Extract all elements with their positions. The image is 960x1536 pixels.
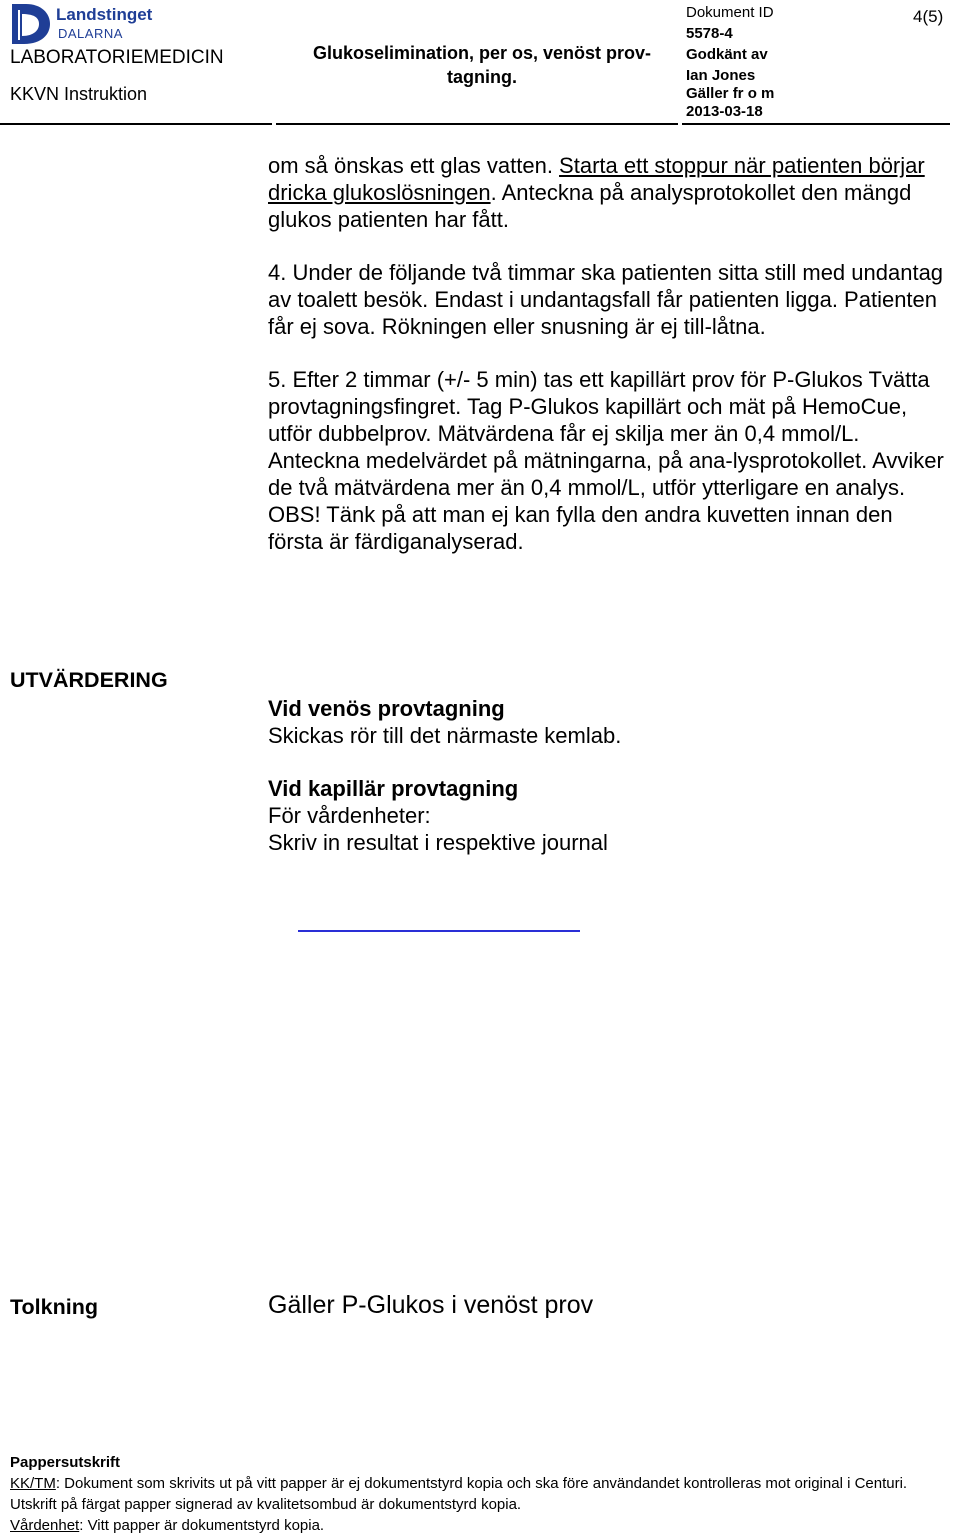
footer-line2: Utskrift på färgat papper signerad av kvalitetsombud är dokumentstyrd kopia. <box>10 1496 522 1513</box>
capillary-sampling-line1: För vårdenheter: <box>268 803 431 828</box>
document-title: Glukoselimination, per os, venöst prov-tagning. <box>312 43 652 87</box>
paragraph-step5: 5. Efter 2 timmar (+/- 5 min) tas ett kapillärt prov för P-Glukos Tvätta provtagningsfingret. Tag P-Glukos kapillärt och mät på HemoCue, utför dubbelprov. Mätvärdena får ej skilja mer än 0,4 mmol/L. Anteckna medelvärdet på mätningarna, på ana-lysprotokollet. Avviker de två mätvärdena mer än 0,4 mmol/L, utför ytterligare en analys. OBS! Tänk på att man ej kan fylla den andra kuvetten innan den första är färdiganalyserad. <box>268 367 944 554</box>
header-divider-left <box>0 123 272 125</box>
valid-from-label: Gäller fr o m <box>686 85 775 102</box>
footer-title: Pappersutskrift <box>10 1454 121 1471</box>
stopwatch-instruction: Starta ett stoppur när patienten börjar dricka glukoslösningen <box>268 153 925 205</box>
logo-line2: DALARNA <box>58 26 123 41</box>
footer-line1: KK/TM: Dokument som skrivits ut på vitt papper är ej dokumentstyrd kopia och ska före användandet kontrolleras mot original i Centuri. <box>10 1475 908 1492</box>
page-footer <box>10 1452 950 1536</box>
paragraph-step4: 4. Under de följande två timmar ska patienten sitta still med undantag av toalett besök. Endast i undantagsfall får patienten ligga. Patienten får ej sova. Rökningen eller snusning är ej till-låtna. <box>268 260 944 339</box>
evaluation-section <box>268 695 948 856</box>
header-divider-middle <box>276 123 678 125</box>
capillary-sampling-heading: Vid kapillär provtagning <box>268 776 519 801</box>
approved-label: Godkänt av <box>686 46 768 63</box>
page-number: 4(5) <box>913 7 944 26</box>
doc-id-label: Dokument ID <box>686 4 774 21</box>
capillary-sampling-line2: Skriv in resultat i respektive journal <box>268 830 608 855</box>
header-divider-right <box>682 123 950 125</box>
instructions-body <box>268 152 948 555</box>
venous-sampling-heading: Vid venös provtagning <box>268 696 505 721</box>
footer-line3: Vårdenhet: Vitt papper är dokumentstyrd kopia. <box>10 1517 325 1534</box>
blank-underline <box>298 930 580 932</box>
interpretation-text: Gäller P-Glukos i venöst prov <box>268 1291 594 1319</box>
landstinget-logo <box>10 2 180 46</box>
evaluation-heading: UTVÄRDERING <box>10 668 168 692</box>
department-name: LABORATORIEMEDICIN <box>10 47 224 68</box>
paragraph-step3-end: om så önskas ett glas vatten. Starta ett stoppur när patienten börjar dricka glukoslösningen. Anteckna på analysprotokollet den mängd glukos patienten har fått. <box>268 153 925 232</box>
approved-by-value: Ian Jones <box>686 67 756 84</box>
venous-sampling-text: Skickas rör till det närmaste kemlab. <box>268 723 622 748</box>
interpretation-heading: Tolkning <box>10 1295 98 1319</box>
valid-from-value: 2013-03-18 <box>686 103 763 120</box>
doc-id-value: 5578-4 <box>686 25 733 42</box>
document-type: KKVN Instruktion <box>10 84 148 104</box>
logo-line1: Landstinget <box>56 5 153 24</box>
